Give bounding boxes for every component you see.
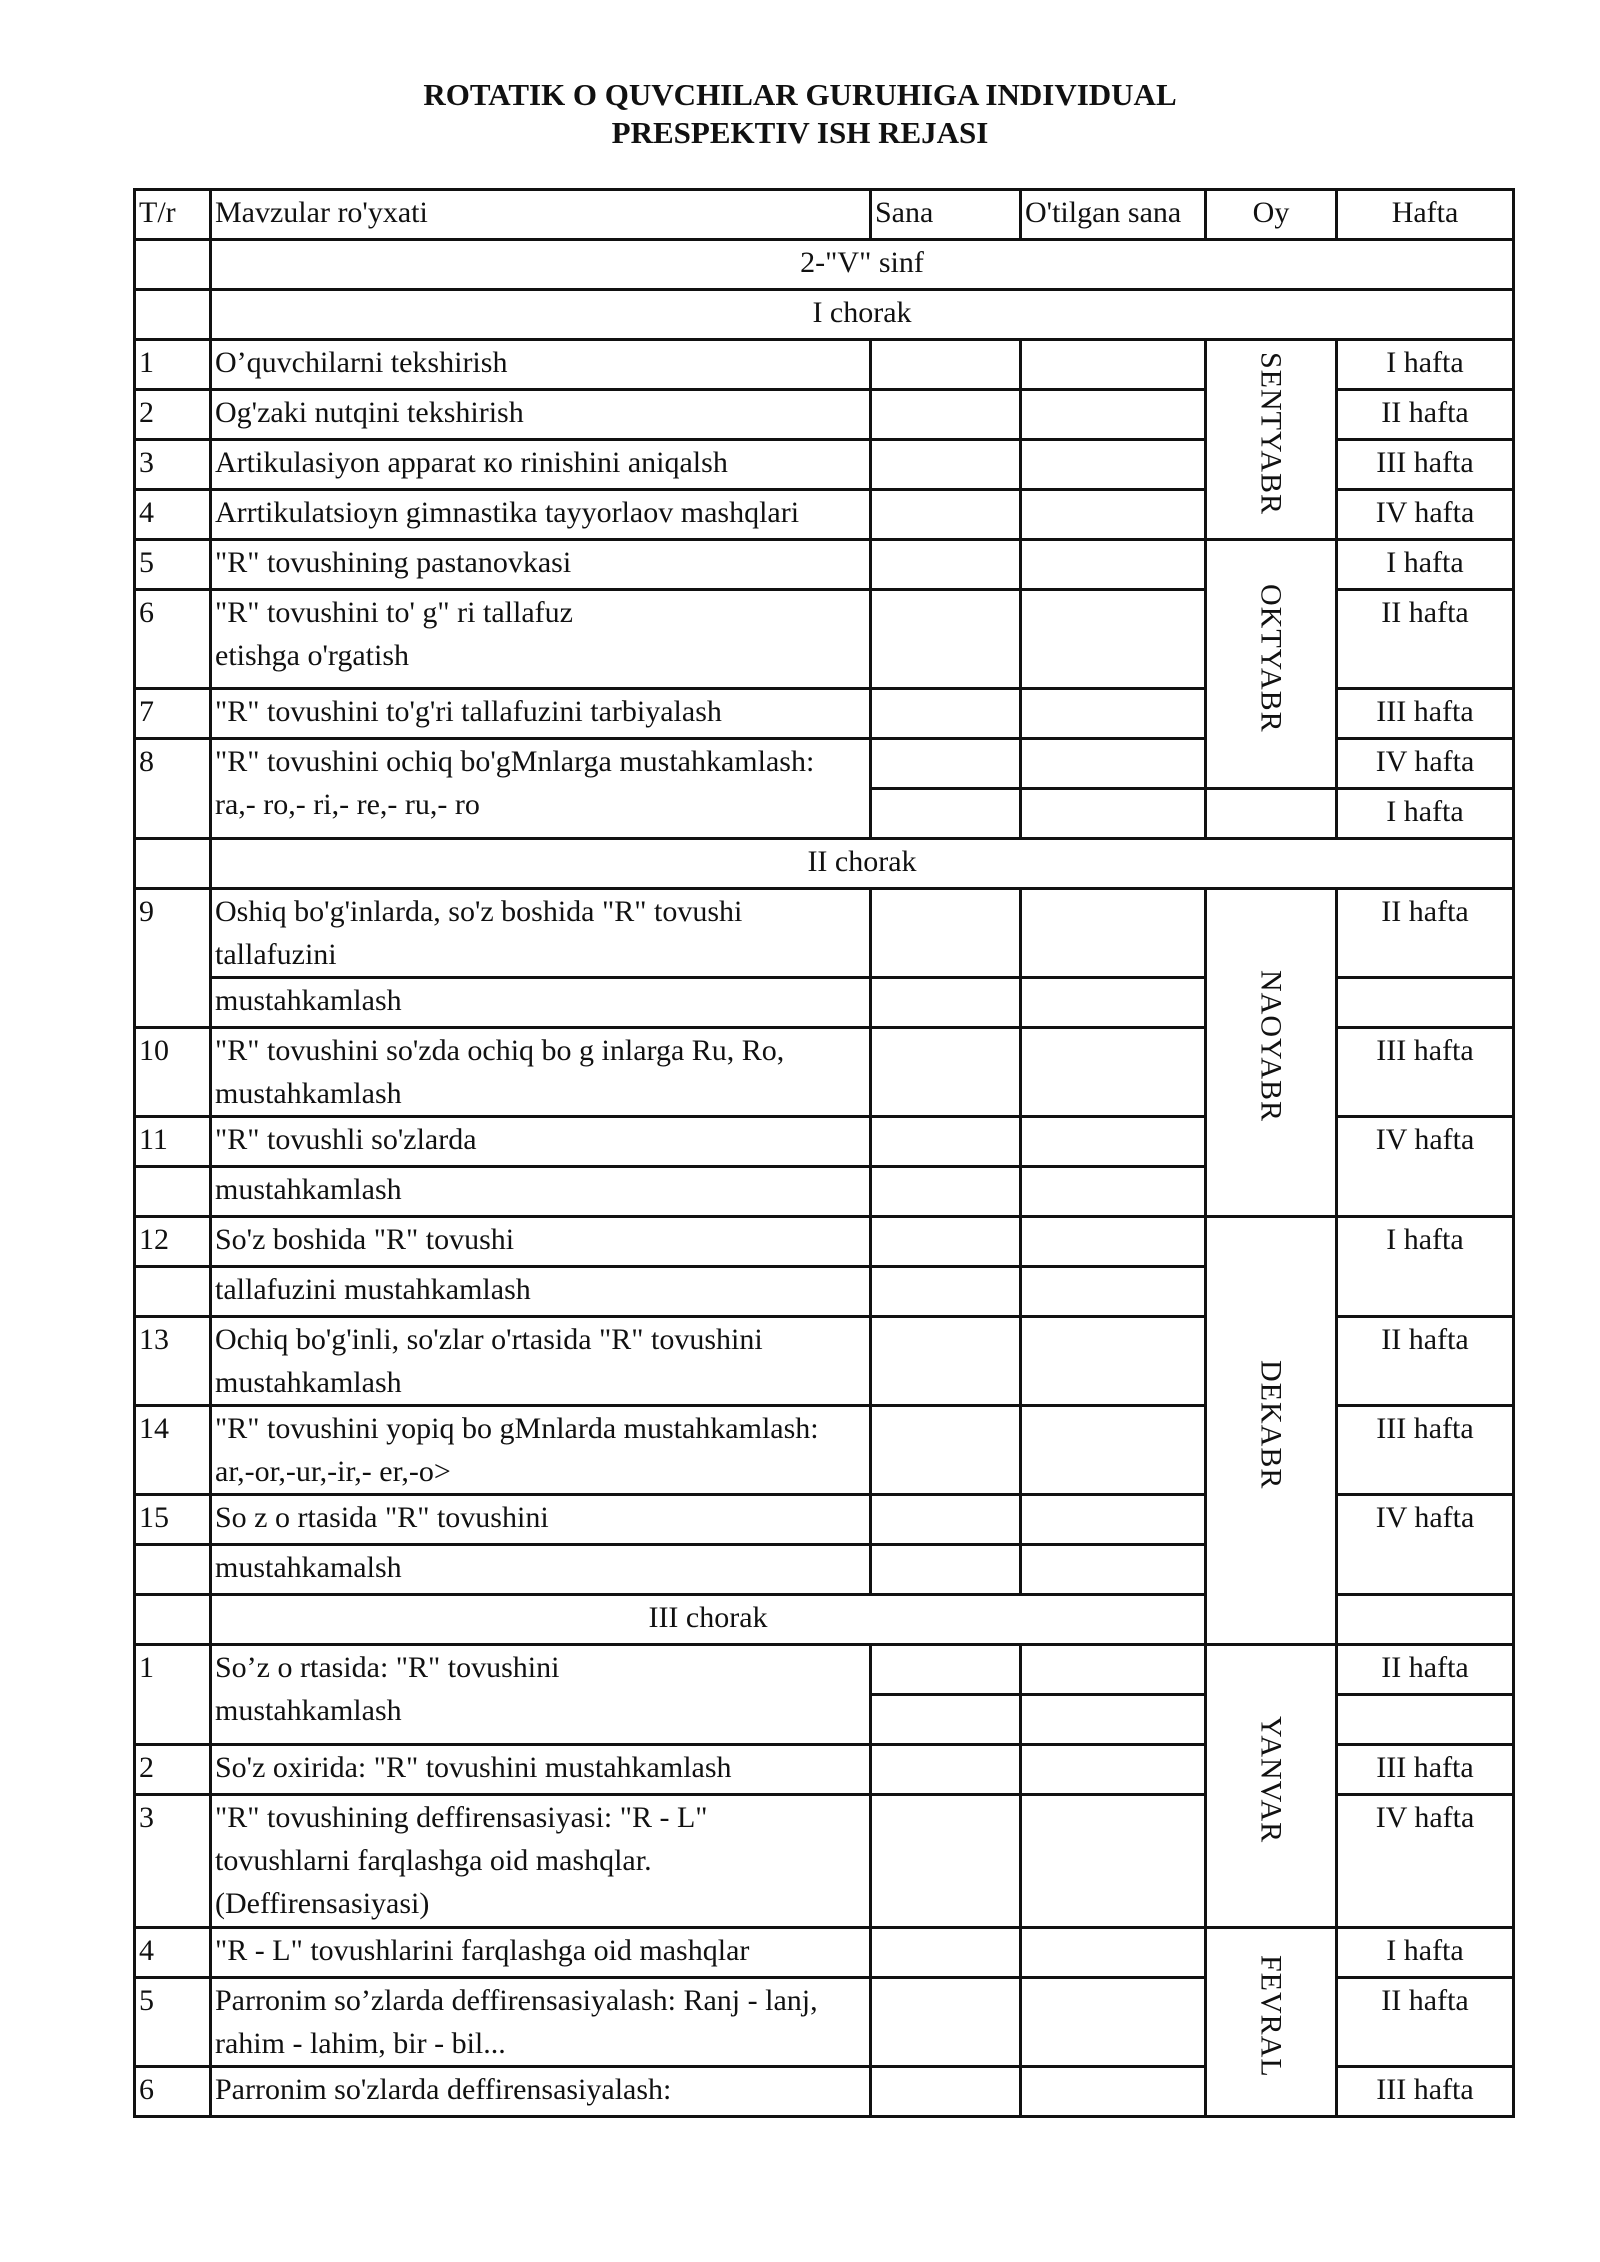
header-week: Hafta — [1337, 190, 1514, 240]
passed-date-cell — [1021, 789, 1206, 839]
table-row — [135, 1645, 1514, 1695]
blank-cell — [135, 290, 211, 340]
date-cell — [871, 340, 1021, 390]
passed-date-cell — [1021, 1495, 1206, 1545]
month-label: NAOYABR — [1254, 970, 1288, 1123]
passed-date-cell — [1021, 490, 1206, 540]
passed-date-cell — [1021, 440, 1206, 490]
document-title-line-1: ROTATIK O QUVCHILAR GURUHIGA INDIVIDUAL — [423, 77, 1177, 112]
row-week: I hafta — [1337, 340, 1514, 390]
month-january — [1206, 1645, 1337, 1928]
month-label: OKTYABR — [1254, 583, 1288, 733]
row-number: 2 — [135, 390, 211, 440]
passed-date-cell — [1021, 540, 1206, 590]
row-week: II hafta — [1337, 1978, 1514, 2067]
date-cell — [871, 1978, 1021, 2067]
row-week: III hafta — [1337, 1745, 1514, 1795]
row-number: 15 — [135, 1495, 211, 1545]
quarter-label: I chorak — [211, 290, 1514, 340]
passed-date-cell — [1021, 340, 1206, 390]
row-topic: So’z o rtasida: "R" tovushini mustahkamlash — [211, 1645, 871, 1745]
date-cell — [871, 590, 1021, 689]
row-week: IV hafta — [1337, 1795, 1514, 1928]
date-cell — [871, 390, 1021, 440]
blank-cell — [135, 1267, 211, 1317]
passed-date-cell — [1021, 1745, 1206, 1795]
month-february — [1206, 1928, 1337, 2117]
row-topic: "R - L" tovushlarini farqlashga oid mashqlar — [211, 1928, 871, 1978]
date-cell — [871, 739, 1021, 789]
blank-cell — [135, 240, 211, 290]
passed-date-cell — [1021, 1267, 1206, 1317]
row-number: 2 — [135, 1745, 211, 1795]
date-cell — [871, 1928, 1021, 1978]
header-month: Oy — [1206, 190, 1337, 240]
row-week: II hafta — [1337, 1317, 1514, 1406]
row-week: I hafta — [1337, 1217, 1514, 1317]
quarter-label: III chorak — [211, 1595, 1206, 1645]
passed-date-cell — [1021, 1028, 1206, 1117]
row-topic: Parronim so'zlarda deffirensasiyalash: — [211, 2067, 871, 2117]
row-week: II hafta — [1337, 889, 1514, 978]
header-date: Sana — [871, 190, 1021, 240]
blank-cell — [135, 1545, 211, 1595]
date-cell — [871, 789, 1021, 839]
row-week: III hafta — [1337, 440, 1514, 490]
quarter-row — [135, 839, 1514, 889]
row-number: 6 — [135, 2067, 211, 2117]
row-number: 5 — [135, 540, 211, 590]
month-label: YANVAR — [1254, 1716, 1288, 1844]
row-week: I hafta — [1337, 540, 1514, 590]
row-number: 6 — [135, 590, 211, 689]
passed-date-cell — [1021, 1645, 1206, 1695]
row-number: 14 — [135, 1406, 211, 1495]
header-num: T/r — [135, 190, 211, 240]
row-week: III hafta — [1337, 1028, 1514, 1117]
plan-table — [133, 188, 1515, 2118]
passed-date-cell — [1021, 1695, 1206, 1745]
passed-date-cell — [1021, 689, 1206, 739]
passed-date-cell — [1021, 978, 1206, 1028]
row-week: II hafta — [1337, 390, 1514, 440]
row-topic: Og'zaki nutqini tekshirish — [211, 390, 871, 440]
row-week: I hafta — [1337, 1928, 1514, 1978]
row-number: 13 — [135, 1317, 211, 1406]
date-cell — [871, 1167, 1021, 1217]
date-cell — [871, 1117, 1021, 1167]
row-topic: Artikulasiyon apparat кo rinishini aniqalsh — [211, 440, 871, 490]
row-week: IV hafta — [1337, 490, 1514, 540]
passed-date-cell — [1021, 1406, 1206, 1495]
row-number: 1 — [135, 1645, 211, 1745]
row-week: IV hafta — [1337, 1495, 1514, 1595]
row-number: 5 — [135, 1978, 211, 2067]
row-week: I hafta — [1337, 789, 1514, 839]
blank-cell — [135, 1167, 211, 1217]
table-row — [135, 1217, 1514, 1267]
date-cell — [871, 540, 1021, 590]
blank-cell — [135, 839, 211, 889]
passed-date-cell — [1021, 390, 1206, 440]
header-row — [135, 190, 1514, 240]
date-cell — [871, 689, 1021, 739]
month-cell-empty — [1206, 789, 1337, 839]
row-number: 3 — [135, 1795, 211, 1928]
row-number: 8 — [135, 739, 211, 839]
passed-date-cell — [1021, 590, 1206, 689]
passed-date-cell — [1021, 1928, 1206, 1978]
date-cell — [871, 1495, 1021, 1545]
passed-date-cell — [1021, 1217, 1206, 1267]
date-cell — [871, 1645, 1021, 1695]
row-topic: "R" tovushini to'g'ri tallafuzini tarbiyalash — [211, 689, 871, 739]
row-topic: So z o rtasida "R" tovushini — [211, 1495, 871, 1545]
date-cell — [871, 1545, 1021, 1595]
date-cell — [871, 978, 1021, 1028]
date-cell — [871, 440, 1021, 490]
row-topic: "R" tovushini to' g" ri tallafuz etishga o'rgatish — [211, 590, 871, 689]
row-topic: Parronim so’zlarda deffirensasiyalash: Ranj - lanj, rahim - lahim, bir - bil... — [211, 1978, 871, 2067]
month-november — [1206, 889, 1337, 1217]
date-cell — [871, 1217, 1021, 1267]
passed-date-cell — [1021, 1978, 1206, 2067]
row-number: 4 — [135, 1928, 211, 1978]
month-label: FEVRAL — [1254, 1954, 1288, 2078]
row-topic: "R" tovushini so'zda ochiq bo g inlarga Ru, Ro, mustahkamlash — [211, 1028, 871, 1117]
row-topic: "R" tovushini yopiq bo gMnlarda mustahkamlash: ar,-or,-ur,-ir,- er,-o> — [211, 1406, 871, 1495]
row-number: 4 — [135, 490, 211, 540]
row-week: IV hafta — [1337, 1117, 1514, 1217]
class-row — [135, 240, 1514, 290]
date-cell — [871, 1745, 1021, 1795]
table-row — [135, 889, 1514, 978]
date-cell — [871, 1028, 1021, 1117]
row-week: II hafta — [1337, 590, 1514, 689]
quarter-row — [135, 290, 1514, 340]
passed-date-cell — [1021, 1317, 1206, 1406]
row-topic: "R" tovushini ochiq bo'gMnlarga mustahkamlash: ra,- ro,- ri,- re,- ru,- ro — [211, 739, 871, 839]
row-topic: So'z oxirida: "R" tovushini mustahkamlash — [211, 1745, 871, 1795]
date-cell — [871, 1267, 1021, 1317]
passed-date-cell — [1021, 1117, 1206, 1167]
row-topic: Oshiq bo'g'inlarda, so'z boshida "R" tovushi tallafuzini — [211, 889, 871, 978]
month-label: SENTYABR — [1254, 351, 1288, 516]
date-cell — [871, 1695, 1021, 1745]
table-row — [135, 540, 1514, 590]
date-cell — [871, 889, 1021, 978]
document-title-line-2: PRESPEKTIV ISH REJASI — [611, 115, 989, 150]
row-topic: So'z boshida "R" tovushi — [211, 1217, 871, 1267]
passed-date-cell — [1021, 739, 1206, 789]
week-cell-empty — [1337, 978, 1514, 1028]
row-topic: "R" tovushining deffirensasiyasi: "R - L" tovushlarni farqlashga oid mashqlar. (Deffirensasiyasi) — [211, 1795, 871, 1928]
row-number: 11 — [135, 1117, 211, 1167]
row-topic-continued: tallafuzini mustahkamlash — [211, 1267, 871, 1317]
passed-date-cell — [1021, 1795, 1206, 1928]
row-topic-continued: mustahkamalsh — [211, 1545, 871, 1595]
month-december — [1206, 1217, 1337, 1645]
month-september — [1206, 340, 1337, 540]
quarter-label: II chorak — [211, 839, 1514, 889]
row-topic: "R" tovushining pastanovkasi — [211, 540, 871, 590]
row-week: III hafta — [1337, 689, 1514, 739]
class-name: 2-"V" sinf — [211, 240, 1514, 290]
table-row — [135, 340, 1514, 390]
header-passed-date: O'tilgan sana — [1021, 190, 1206, 240]
row-number: 9 — [135, 889, 211, 1028]
date-cell — [871, 490, 1021, 540]
table-row — [135, 1928, 1514, 1978]
row-topic-continued: mustahkamlash — [211, 978, 871, 1028]
row-topic: Ochiq bo'g'inli, so'zlar o'rtasida "R" tovushini mustahkamlash — [211, 1317, 871, 1406]
date-cell — [871, 1795, 1021, 1928]
week-cell-empty — [1337, 1595, 1514, 1645]
row-week: III hafta — [1337, 1406, 1514, 1495]
passed-date-cell — [1021, 889, 1206, 978]
row-number: 12 — [135, 1217, 211, 1267]
date-cell — [871, 1317, 1021, 1406]
row-topic: "R" tovushli so'zlarda — [211, 1117, 871, 1167]
month-label: DEKABR — [1254, 1359, 1288, 1490]
row-topic: O’quvchilarni tekshirish — [211, 340, 871, 390]
month-october — [1206, 540, 1337, 789]
blank-cell — [135, 1595, 211, 1645]
passed-date-cell — [1021, 1167, 1206, 1217]
date-cell — [871, 2067, 1021, 2117]
week-cell-empty — [1337, 1695, 1514, 1745]
row-number: 10 — [135, 1028, 211, 1117]
row-week: III hafta — [1337, 2067, 1514, 2117]
date-cell — [871, 1406, 1021, 1495]
header-topic: Mavzular ro'yxati — [211, 190, 871, 240]
row-number: 7 — [135, 689, 211, 739]
row-week: II hafta — [1337, 1645, 1514, 1695]
row-number: 3 — [135, 440, 211, 490]
passed-date-cell — [1021, 2067, 1206, 2117]
passed-date-cell — [1021, 1545, 1206, 1595]
row-week: IV hafta — [1337, 739, 1514, 789]
row-number: 1 — [135, 340, 211, 390]
row-topic-continued: mustahkamlash — [211, 1167, 871, 1217]
row-topic: Arrtikulatsioyn gimnastika tayyorlaov mashqlari — [211, 490, 871, 540]
